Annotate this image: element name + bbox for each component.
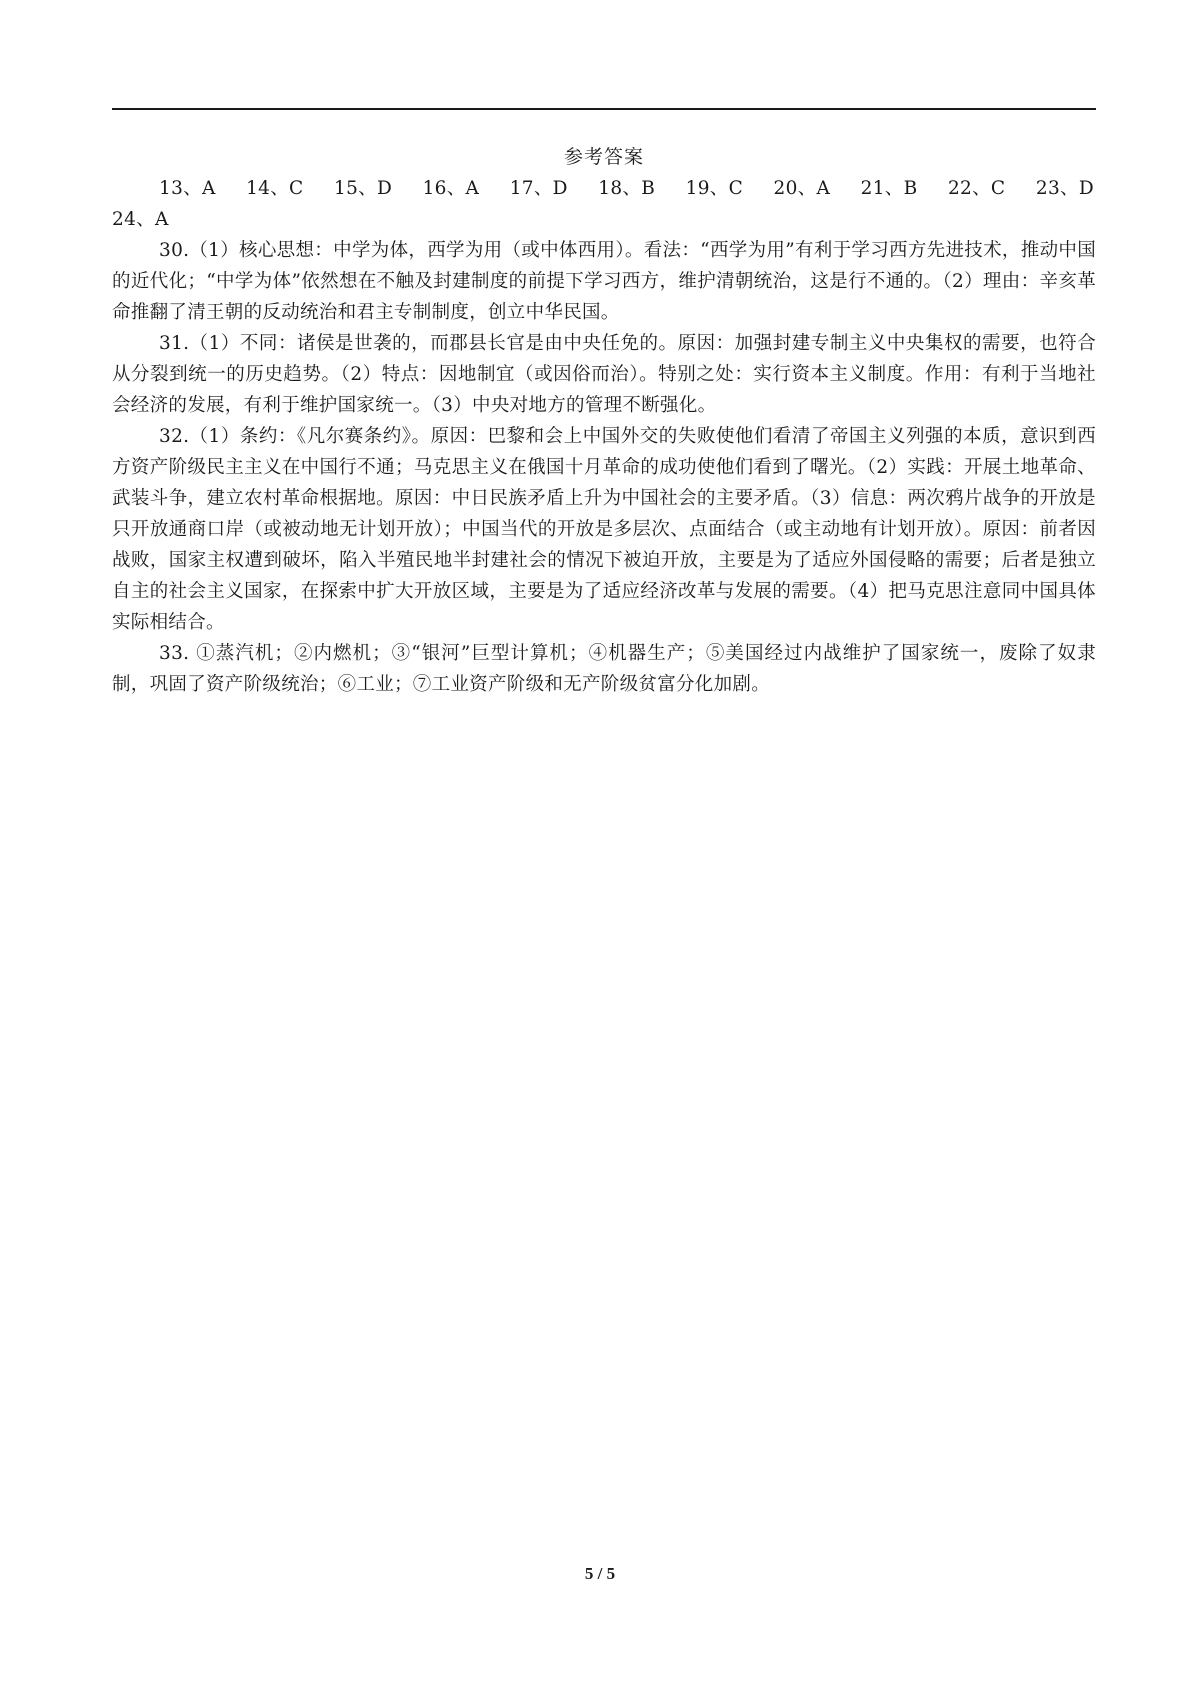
mc-answer-20: 20、A (773, 178, 831, 199)
mc-answer-19: 19、C (685, 178, 744, 199)
header-rule (112, 108, 1096, 110)
answer-paragraph-30: 30.（1）核心思想：中学为体，西学为用（或中体西用）。看法：“西学为用”有利于学习西方先进技术，推动中国的近代化；“中学为体”依然想在不触及封建制度的前提下学习西方，维护清朝统治，这是行不通的。（2）理由：辛亥革命推翻了清王朝的反动统治和君主专制制度，创立中华民国。 (112, 240, 1096, 323)
mc-answer-16: 16、A (422, 178, 480, 199)
mc-answer-13: 13、A (159, 178, 216, 199)
mc-answer-14: 14、C (246, 178, 304, 199)
answer-paragraph-31: 31.（1）不同：诸侯是世袭的，而郡县长官是由中央任免的。原因：加强封建专制主义中央集权的需要，也符合从分裂到统一的历史趋势。（2）特点：因地制宜（或因俗而治）。特别之处：实行资本主义制度。作用：有利于当地社会经济的发展，有利于维护国家统一。（3）中央对地方的管理不断强化。 (112, 333, 1096, 416)
answer-paragraph-33: 33. ①蒸汽机；②内燃机；③“银河”巨型计算机；④机器生产；⑤美国经过内战维护了国家统一，废除了奴隶制，巩固了资产阶级统治；⑥工业；⑦工业资产阶级和无产阶级贫富分化加剧。 (112, 643, 1096, 695)
page-number: 5 / 5 (584, 1564, 616, 1583)
answer-paragraph-32: 32.（1）条约：《凡尔赛条约》。原因：巴黎和会上中国外交的失败使他们看清了帝国主义列强的本质，意识到西方资产阶级民主主义在中国行不通；马克思主义在俄国十月革命的成功使他们看到了曙光。（2）实践：开展土地革命、武装斗争，建立农村革命根据地。原因：中日民族矛盾上升为中国社会的主要矛盾。（3）信息：两次鸦片战争的开放是只开放通商口岸（或被动地无计划开放）；中国当代的开放是多层次、点面结合（或主动地有计划开放）。原因：前者因战败，国家主权遭到破坏，陷入半殖民地半封建社会的情况下被迫开放，主要是为了适应外国侵略的需要；后者是独立自主的社会主义国家，在探索中扩大开放区域，主要是为了适应经济改革与发展的需要。（4）把马克思注意同中国具体实际相结合。 (112, 426, 1096, 633)
answer-key-content (112, 142, 1096, 700)
multiple-choice-answers-row-2 (112, 204, 1096, 235)
multiple-choice-answers-row-1 (112, 173, 1096, 204)
mc-answer-24: 24、A (112, 209, 169, 230)
mc-answer-18: 18、B (598, 178, 656, 199)
mc-answer-17: 17、D (509, 178, 568, 199)
mc-answer-15: 15、D (334, 178, 393, 199)
mc-answer-21: 21、B (860, 178, 918, 199)
mc-answer-23: 23、D (1035, 178, 1094, 199)
page-title: 参考答案 (563, 146, 644, 168)
mc-answer-22: 22、C (947, 178, 1006, 199)
